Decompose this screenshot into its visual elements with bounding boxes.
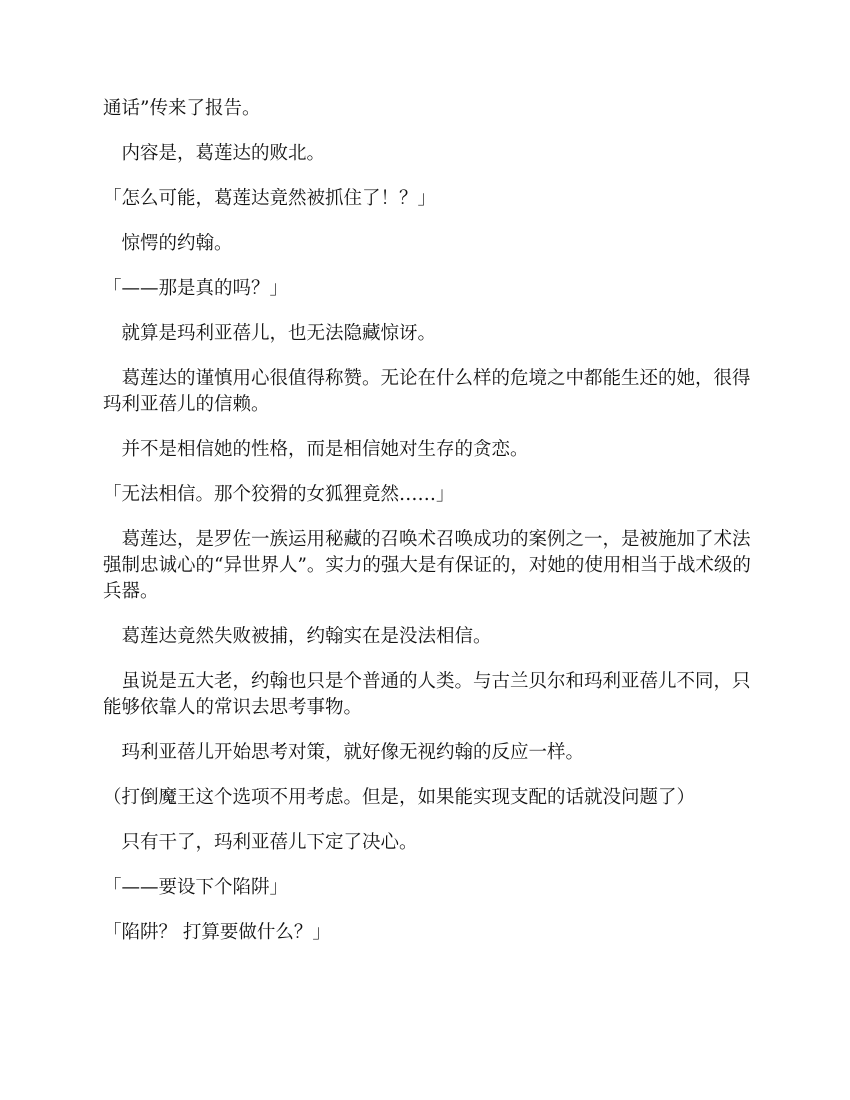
paragraph: 惊愕的约翰。 bbox=[103, 233, 233, 254]
paragraph: 葛莲达，是罗佐一族运用秘藏的召唤术召唤成功的案例之一，是被施加了术法强制忠诚心的“异世界人”。实力的强大是有保证的，对她的使用相当于战术级的兵器。 bbox=[103, 529, 751, 602]
paragraph: 内容是，葛莲达的败北。 bbox=[103, 143, 326, 164]
paragraph: 虽说是五大老，约翰也只是个普通的人类。与古兰贝尔和玛利亚蓓儿不同，只能够依靠人的常识去思考事物。 bbox=[103, 671, 751, 718]
paragraph: 通话”传来了报告。 bbox=[103, 98, 261, 119]
paragraph: 葛莲达的谨慎用心很值得称赞。无论在什么样的危境之中都能生还的她，很得玛利亚蓓儿的信赖。 bbox=[103, 368, 751, 415]
paragraph: 「陷阱？ 打算要做什么？」 bbox=[103, 922, 331, 943]
document-body bbox=[103, 96, 753, 965]
paragraph: 「——要设下个陷阱」 bbox=[103, 877, 289, 898]
paragraph: 「怎么可能，葛莲达竟然被抓住了！？」 bbox=[103, 188, 437, 209]
paragraph: 玛利亚蓓儿开始思考对策，就好像无视约翰的反应一样。 bbox=[103, 742, 585, 763]
paragraph: 只有干了，玛利亚蓓儿下定了决心。 bbox=[103, 832, 418, 853]
paragraph: 并不是相信她的性格，而是相信她对生存的贪恋。 bbox=[103, 439, 529, 460]
paragraph: （打倒魔王这个选项不用考虑。但是，如果能实现支配的话就没问题了） bbox=[103, 787, 696, 808]
paragraph: 「无法相信。那个狡猾的女狐狸竟然……」 bbox=[103, 484, 455, 505]
paragraph: 就算是玛利亚蓓儿，也无法隐藏惊讶。 bbox=[103, 323, 437, 344]
paragraph: 葛莲达竟然失败被捕，约翰实在是没法相信。 bbox=[103, 626, 492, 647]
paragraph: 「——那是真的吗？」 bbox=[103, 278, 289, 299]
